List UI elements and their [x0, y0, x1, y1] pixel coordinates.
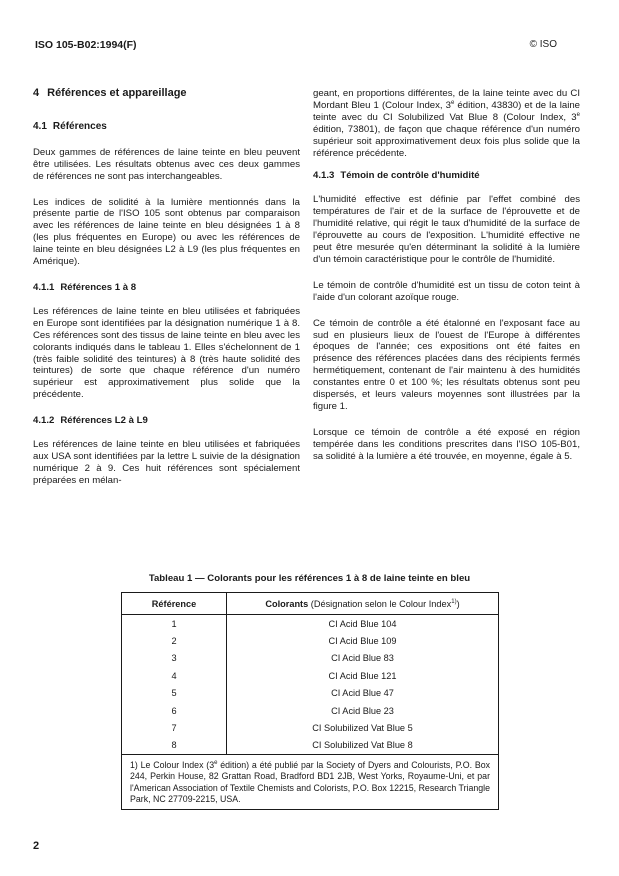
table-row	[122, 719, 498, 736]
colorant-cell: CI Acid Blue 121	[328, 670, 397, 681]
paragraph: Les indices de solidité à la lumière mentionnés dans la présente partie de l'ISO 105 sont obtenus par comparaison avec les références de laine teinte en bleu désignées 1 à 8 (les plus fréquentes en Europe) ou avec les références de laine teinte en bleu désignées L2 à L9 (les plus fréquentes en Amérique).	[33, 196, 300, 268]
table-header-row	[122, 593, 498, 615]
reference-cell: 1	[122, 615, 227, 633]
reference-cell: 7	[122, 719, 227, 736]
paragraph: Les références de laine teinte en bleu utilisées et fabriquées en Europe sont identifiées par la désignation numérique 1 à 8. Ces références sont des tissus de laine teinte en bleu avec les colorants indiqués dans le tableau 1. Elles s'échelonnent de 1 (très faible solidité des teintures) à 8 (très haute solidité des teintures) de sorte que chaque référence d'un numéro supérieur est approximativement plus solide que la précédente.	[33, 305, 300, 401]
table-row	[122, 737, 498, 754]
standard-designation: ISO 105-B02:1994(F)	[35, 39, 137, 51]
left-column	[33, 88, 300, 501]
reference-cell: 4	[122, 667, 227, 684]
colorant-cell: CI Acid Blue 104	[328, 618, 397, 629]
column-header-reference: Référence	[122, 593, 227, 615]
reference-cell: 3	[122, 650, 227, 667]
reference-cell: 8	[122, 737, 227, 754]
colorant-cell: CI Acid Blue 47	[331, 688, 394, 699]
section-4-1-2-heading: 4.1.2 Références L2 à L9	[33, 415, 148, 427]
colorant-cell: CI Acid Blue 109	[328, 636, 397, 647]
section-4-1-3-heading: 4.1.3 Témoin de contrôle d'humidité	[313, 170, 480, 182]
table-row	[122, 632, 498, 649]
table-row	[122, 702, 498, 719]
table-row	[122, 685, 498, 702]
paragraph: Ce témoin de contrôle a été étalonné en l'exposant face au sud en plusieurs lieux de l'ouest de l'Europe à différentes époques de l'année; ces expositions ont été faites en présence des références placées dans des récipients fermés hermétiquement, contenant de l'air maintenu à des humidités constantes entre 0 et 100 %; les résultats obtenus sont peu dispersés, et leurs valeurs moyennes sont illustrées par la figure 1.	[313, 317, 580, 412]
section-4-heading: 4 Références et appareillage	[33, 87, 187, 99]
table-caption: Tableau 1 — Colorants pour les références 1 à 8 de laine teinte en bleu	[148, 573, 471, 584]
colorant-cell: CI Acid Blue 23	[331, 705, 394, 716]
reference-cell: 6	[122, 702, 227, 719]
paragraph: L'humidité effective est définie par l'effet combiné des températures de l'air et de la surface de l'éprouvette et de l'humidité relative, qui régit le taux d'humidité de la surface de l'éprouvette au cours de l'exposition. L'humidité effective ne peut être mesurée qu'en déterminant la solidité à la lumière d'un témoin caractéristique pour le contrôle de l'humidité.	[313, 194, 580, 265]
colorants-table	[121, 592, 499, 810]
paragraph: Deux gammes de références de laine teinte en bleu peuvent être utilisées. Les résultats obtenus avec ces deux gammes de références ne sont pas interchangeables.	[33, 146, 300, 182]
colorant-cell: CI Solubilized Vat Blue 8	[312, 740, 413, 751]
section-4-1-1-heading: 4.1.1 Références 1 à 8	[33, 281, 137, 293]
reference-cell: 5	[122, 685, 227, 702]
right-column	[313, 88, 580, 477]
table-row	[122, 615, 498, 633]
colorant-cell: CI Acid Blue 83	[331, 653, 394, 664]
table-row	[122, 650, 498, 667]
paragraph: Le témoin de contrôle d'humidité est un tissu de coton teint à l'aide d'un colorant azoïque rouge.	[313, 279, 580, 303]
continued-paragraph: geant, en proportions différentes, de la laine teinte avec du CI Mordant Bleu 1 (Colour Index, 3e édition, 43830) et de la laine teinte avec du CI Solubilized Vat Blue 8 (Colour Index, 3e édition, 73801), de façon que chaque référence d'un numéro supérieur soit approximativement deux fois plus solide que la référence précédente.	[313, 88, 580, 159]
table-footnote: 1) Le Colour Index (3e édition) a été publié par la Society of Dyers and Colourists, P.O. Box 244, Perkin House, 82 Grattan Road, Bradford BD1 2JB, West Yorks, Royaume-Uni, et par l'American Association of Textile Chemists and Colorists, P.O. Box 12215, Research Triangle Park, NC 27709-2215, USA.	[122, 754, 498, 809]
paragraph: Lorsque ce témoin de contrôle a été exposé en région tempérée dans les conditions prescrites dans l'ISO 105-B01, sa solidité à la lumière a été trouvée, en moyenne, égale à 5.	[313, 426, 580, 462]
copyright-mark: © ISO	[529, 39, 557, 50]
table-row	[122, 667, 498, 684]
section-4-1-heading: 4.1 Références	[33, 120, 107, 132]
colorant-cell: CI Solubilized Vat Blue 5	[312, 723, 413, 734]
reference-cell: 2	[122, 632, 227, 649]
paragraph: Les références de laine teinte en bleu utilisées et fabriquées aux USA sont identifiées par la lettre L suivie de la désignation numérique 2 à 9. Ces huit références sont spécialement préparées en mélan-	[33, 439, 300, 486]
column-header-colorants: Colorants (Désignation selon le Colour Index$^{1)}$)	[227, 593, 499, 615]
page-number: 2	[33, 840, 40, 852]
